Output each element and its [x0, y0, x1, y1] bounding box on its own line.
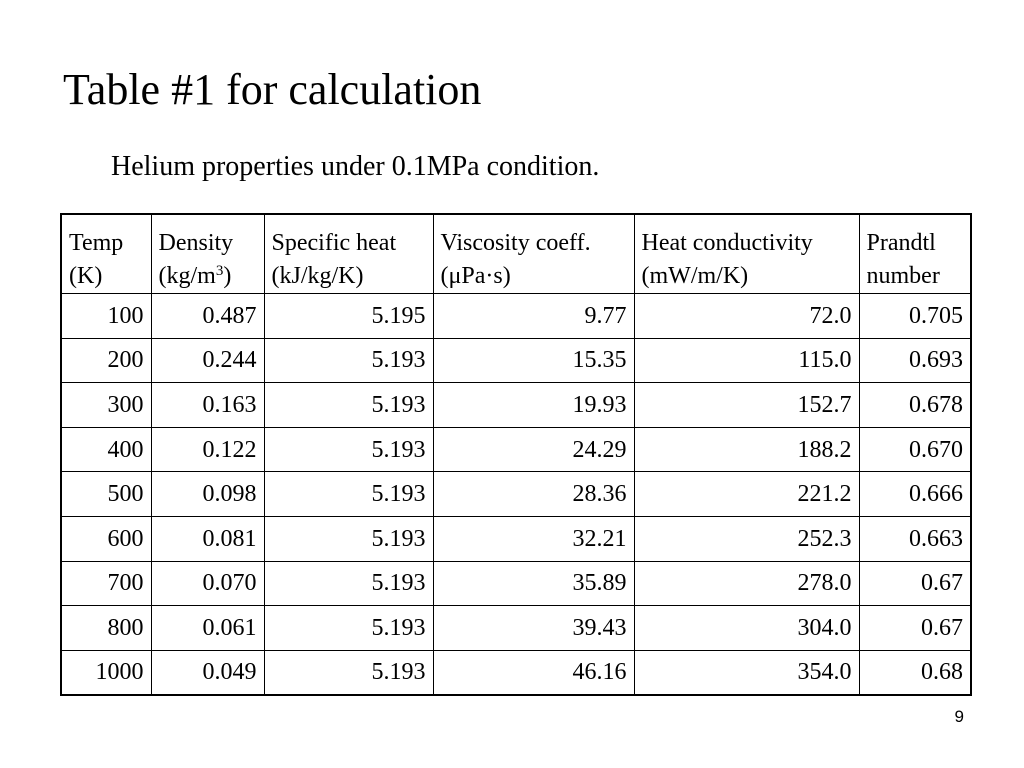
col-header-density-unit [159, 260, 257, 293]
cell-density: 0.061 [151, 606, 264, 651]
cell-viscosity: 32.21 [433, 516, 634, 561]
cell-temp: 700 [61, 561, 151, 606]
cell-viscosity: 24.29 [433, 427, 634, 472]
cell-density: 0.244 [151, 338, 264, 383]
cell-specific-heat: 5.193 [264, 516, 433, 561]
col-header-heat-conductivity-unit: (mW/m/K) [641, 263, 749, 289]
density-unit-exponent: 3 [215, 263, 224, 279]
cell-viscosity: 46.16 [433, 650, 634, 695]
table-row [61, 516, 971, 561]
col-header-density-name: Density [158, 230, 234, 256]
cell-viscosity: 39.43 [433, 606, 634, 651]
cell-temp: 100 [61, 294, 151, 339]
cell-density: 0.163 [151, 383, 264, 428]
col-header-heat-conductivity [634, 214, 859, 294]
cell-density: 0.122 [151, 427, 264, 472]
cell-prandtl: 0.68 [859, 650, 971, 695]
cell-temp: 1000 [61, 650, 151, 695]
slide-title: Table #1 for calculation [63, 65, 482, 114]
cell-prandtl: 0.678 [859, 383, 971, 428]
col-header-temp [61, 214, 151, 294]
cell-viscosity: 35.89 [433, 561, 634, 606]
col-header-heat-conductivity-name: Heat conductivity [641, 230, 813, 256]
col-header-density [151, 214, 264, 294]
cell-heat-conductivity: 304.0 [634, 606, 859, 651]
cell-specific-heat: 5.193 [264, 383, 433, 428]
cell-prandtl: 0.67 [859, 561, 971, 606]
cell-prandtl: 0.705 [859, 294, 971, 339]
cell-heat-conductivity: 252.3 [634, 516, 859, 561]
cell-specific-heat: 5.193 [264, 472, 433, 517]
col-header-specific-heat-name: Specific heat [271, 230, 397, 256]
cell-temp: 500 [61, 472, 151, 517]
cell-specific-heat: 5.193 [264, 606, 433, 651]
cell-viscosity: 19.93 [433, 383, 634, 428]
cell-prandtl: 0.67 [859, 606, 971, 651]
col-header-viscosity-name: Viscosity coeff. [440, 230, 591, 256]
cell-viscosity: 9.77 [433, 294, 634, 339]
col-header-viscosity-unit: (μPa·s) [440, 263, 511, 289]
cell-viscosity: 28.36 [433, 472, 634, 517]
cell-temp: 800 [61, 606, 151, 651]
table-header-row [61, 214, 971, 294]
slide-subtitle: Helium properties under 0.1MPa condition. [111, 151, 600, 182]
cell-specific-heat: 5.193 [264, 338, 433, 383]
cell-heat-conductivity: 354.0 [634, 650, 859, 695]
cell-density: 0.070 [151, 561, 264, 606]
table-row [61, 294, 971, 339]
cell-density: 0.098 [151, 472, 264, 517]
cell-temp: 200 [61, 338, 151, 383]
table-row [61, 338, 971, 383]
table-row [61, 383, 971, 428]
cell-prandtl: 0.693 [859, 338, 971, 383]
cell-heat-conductivity: 115.0 [634, 338, 859, 383]
cell-heat-conductivity: 188.2 [634, 427, 859, 472]
cell-temp: 400 [61, 427, 151, 472]
col-header-prandtl [859, 214, 971, 294]
cell-density: 0.049 [151, 650, 264, 695]
table-row [61, 472, 971, 517]
cell-specific-heat: 5.195 [264, 294, 433, 339]
cell-prandtl: 0.663 [859, 516, 971, 561]
cell-density: 0.081 [151, 516, 264, 561]
cell-heat-conductivity: 72.0 [634, 294, 859, 339]
cell-density: 0.487 [151, 294, 264, 339]
col-header-viscosity [433, 214, 634, 294]
col-header-specific-heat-unit: (kJ/kg/K) [271, 263, 364, 289]
col-header-temp-unit: (K) [69, 263, 103, 289]
table-row [61, 561, 971, 606]
cell-specific-heat: 5.193 [264, 561, 433, 606]
cell-viscosity: 15.35 [433, 338, 634, 383]
density-unit-suffix: ) [223, 263, 232, 289]
cell-specific-heat: 5.193 [264, 650, 433, 695]
helium-properties-table [60, 213, 972, 696]
cell-prandtl: 0.670 [859, 427, 971, 472]
col-header-specific-heat [264, 214, 433, 294]
cell-temp: 600 [61, 516, 151, 561]
cell-heat-conductivity: 221.2 [634, 472, 859, 517]
cell-heat-conductivity: 152.7 [634, 383, 859, 428]
cell-heat-conductivity: 278.0 [634, 561, 859, 606]
table-row [61, 606, 971, 651]
col-header-temp-name: Temp [69, 230, 124, 256]
density-unit-prefix: (kg/m [158, 263, 216, 289]
cell-temp: 300 [61, 383, 151, 428]
cell-prandtl: 0.666 [859, 472, 971, 517]
page-number: 9 [954, 707, 964, 726]
table-row [61, 427, 971, 472]
col-header-prandtl-name: Prandtl [866, 230, 936, 256]
col-header-prandtl-unit: number [866, 263, 940, 289]
cell-specific-heat: 5.193 [264, 427, 433, 472]
table-row [61, 650, 971, 695]
